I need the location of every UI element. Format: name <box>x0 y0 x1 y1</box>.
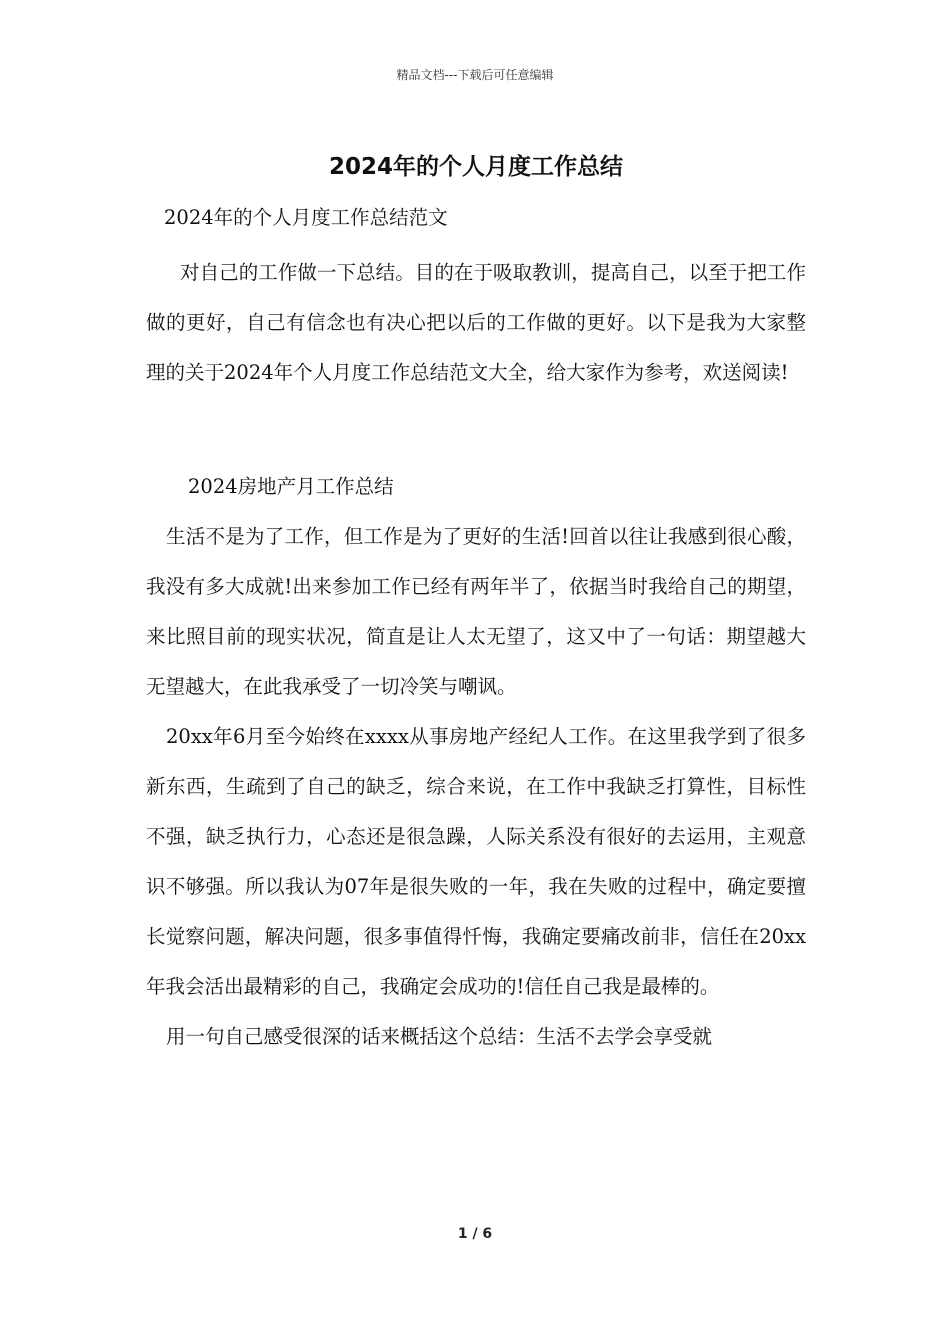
page-header: 精品文档---下载后可任意编辑 <box>396 68 554 82</box>
body-paragraph: 20xx年6月至今始终在xxxx从事房地产经纪人工作。在这里我学到了很多新东西，生疏到了自己的缺乏，综合来说，在工作中我缺乏打算性，目标性不强，缺乏执行力，心态还是很急躁，人际关系没有很好的去运用，主观意识不够强。所以我认为07年是很失败的一年，我在失败的过程中，确定要擅长觉察问题，解决问题，很多事值得忏悔，我确定要痛改前非，信任在20xx年我会活出最精彩的自己，我确定会成功的!信任自己我是最棒的。 <box>146 725 806 998</box>
body-paragraph: 用一句自己感受很深的话来概括这个总结：生活不去学会享受就 <box>166 1025 713 1048</box>
document-title: 2024年的个人月度工作总结 <box>328 154 623 180</box>
section-heading: 2024房地产月工作总结 <box>188 475 394 498</box>
intro-paragraph: 对自己的工作做一下总结。目的在于吸取教训，提高自己，以至于把工作做的更好，自己有信念也有决心把以后的工作做的更好。以下是我为大家整理的关于2024年个人月度工作总结范文大全，给大家作为参考，欢送阅读! <box>146 261 806 384</box>
document-body <box>146 148 806 1062</box>
body-paragraph: 生活不是为了工作，但工作是为了更好的生活!回首以往让我感到很心酸，我没有多大成就!出来参加工作已经有两年半了，依据当时我给自己的期望，来比照目前的现实状况，简直是让人太无望了，这又中了一句话：期望越大无望越大，在此我承受了一切冷笑与嘲讽。 <box>146 525 806 698</box>
document-subtitle: 2024年的个人月度工作总结范文 <box>164 206 448 229</box>
blank-spacer <box>146 398 806 462</box>
page-number: 1 / 6 <box>457 1226 493 1242</box>
